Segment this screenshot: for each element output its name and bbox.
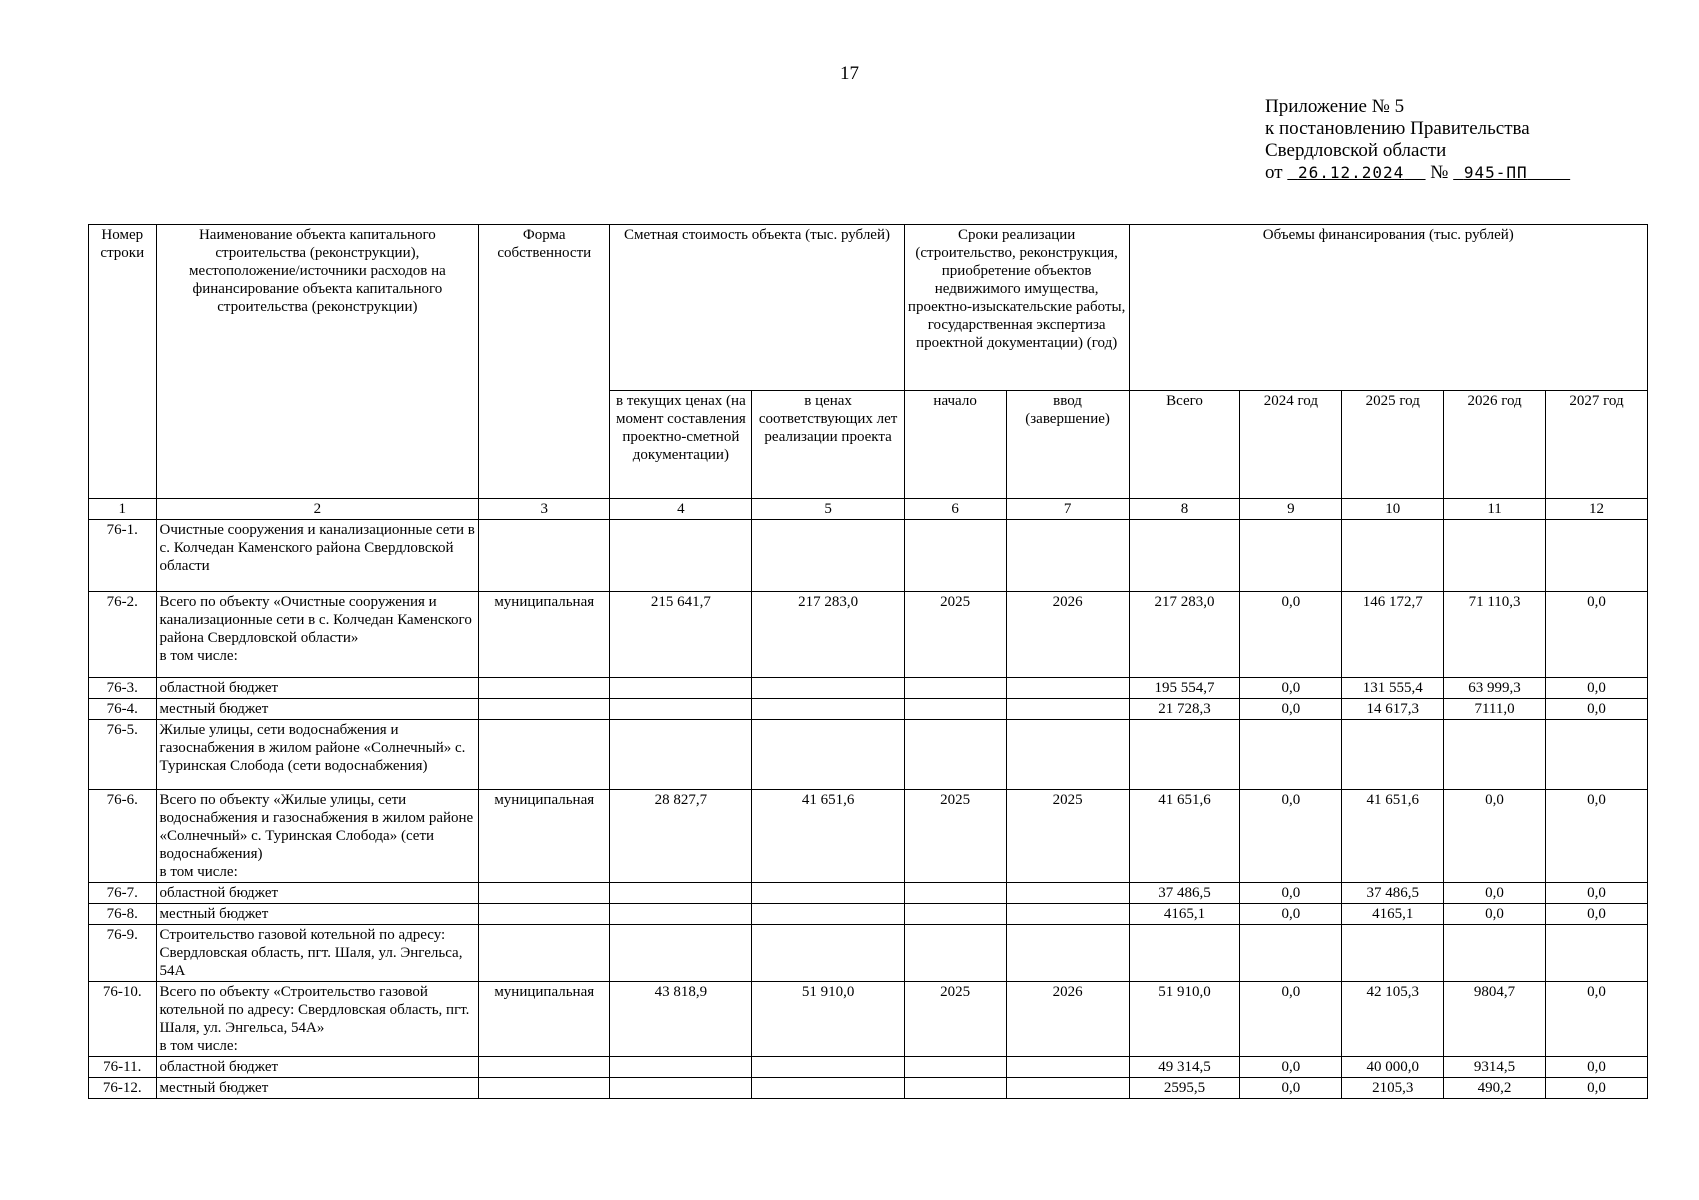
row-number: 76-10. — [89, 982, 157, 1057]
table-row — [89, 790, 1648, 883]
row-number: 76-9. — [89, 925, 157, 982]
ownership-form: муниципальная — [479, 592, 610, 678]
object-name — [156, 982, 479, 1057]
object-name — [156, 699, 479, 720]
financing-2025: 14 617,3 — [1342, 699, 1444, 720]
row-number: 76-6. — [89, 790, 157, 883]
financing-2025: 42 105,3 — [1342, 982, 1444, 1057]
ownership-form — [479, 925, 610, 982]
including-label: в том числе: — [159, 1038, 238, 1054]
financing-2024: 0,0 — [1240, 1057, 1342, 1078]
financing-2026: 0,0 — [1444, 790, 1546, 883]
financing-total: 217 283,0 — [1129, 592, 1240, 678]
column-number: 3 — [479, 499, 610, 520]
table-row — [89, 1057, 1648, 1078]
financing-2026: 9314,5 — [1444, 1057, 1546, 1078]
start-year — [904, 720, 1006, 790]
date-prefix: от — [1265, 162, 1283, 183]
row-number: 76-1. — [89, 520, 157, 592]
cost-years: 51 910,0 — [752, 982, 904, 1057]
ownership-form — [479, 904, 610, 925]
financing-2024: 0,0 — [1240, 592, 1342, 678]
decree-date: 26.12.2024 — [1297, 163, 1405, 182]
object-name-text: Строительство газовой котельной по адресу: Свердловская область, пгт. Шаля, ул. Энгельса, 54А — [159, 927, 463, 979]
cost-years — [752, 925, 904, 982]
column-number: 1 — [89, 499, 157, 520]
decree-number: 945-ПП — [1463, 163, 1528, 182]
cost-years: 41 651,6 — [752, 790, 904, 883]
object-name — [156, 904, 479, 925]
table-row — [89, 883, 1648, 904]
header-2026: 2026 год — [1444, 391, 1546, 499]
end-year — [1006, 904, 1129, 925]
object-name-text: местный бюджет — [159, 906, 269, 922]
cost-current: 215 641,7 — [610, 592, 752, 678]
financing-2027 — [1545, 925, 1647, 982]
cost-years — [752, 678, 904, 699]
cost-current — [610, 925, 752, 982]
annex-title: Приложение № 5 — [1265, 96, 1405, 117]
start-year — [904, 904, 1006, 925]
page-number: 17 — [840, 63, 859, 84]
end-year: 2026 — [1006, 982, 1129, 1057]
financing-2027: 0,0 — [1545, 904, 1647, 925]
header-estimated-cost: Сметная стоимость объекта (тыс. рублей) — [610, 225, 904, 391]
header-ownership: Форма собственности — [479, 225, 610, 499]
financing-2025: 41 651,6 — [1342, 790, 1444, 883]
cost-current — [610, 904, 752, 925]
financing-2025: 131 555,4 — [1342, 678, 1444, 699]
row-number: 76-12. — [89, 1078, 157, 1099]
financing-2027: 0,0 — [1545, 790, 1647, 883]
column-number: 7 — [1006, 499, 1129, 520]
end-year — [1006, 925, 1129, 982]
table-row — [89, 699, 1648, 720]
financing-2024: 0,0 — [1240, 1078, 1342, 1099]
financing-2025: 146 172,7 — [1342, 592, 1444, 678]
financing-total: 2595,5 — [1129, 1078, 1240, 1099]
cost-years — [752, 1078, 904, 1099]
financing-2025: 37 486,5 — [1342, 883, 1444, 904]
end-year — [1006, 1057, 1129, 1078]
financing-total — [1129, 720, 1240, 790]
cost-current — [610, 699, 752, 720]
row-number: 76-3. — [89, 678, 157, 699]
cost-years — [752, 699, 904, 720]
header-cost-years: в ценах соответствующих лет реализации проекта — [752, 391, 904, 499]
object-name-text: местный бюджет — [159, 1080, 269, 1096]
financing-2024: 0,0 — [1240, 883, 1342, 904]
financing-2026: 71 110,3 — [1444, 592, 1546, 678]
object-name-text: Жилые улицы, сети водоснабжения и газоснабжения в жилом районе «Солнечный» с. Туринская Слобода (сети водоснабжения) — [159, 722, 466, 774]
cost-current — [610, 1057, 752, 1078]
table-row — [89, 592, 1648, 678]
cost-current — [610, 720, 752, 790]
start-year — [904, 1057, 1006, 1078]
start-year — [904, 925, 1006, 982]
start-year — [904, 1078, 1006, 1099]
object-name-text: областной бюджет — [159, 885, 279, 901]
header-terms: Сроки реализации (строительство, реконструкция, приобретение объектов недвижимого имущества, проектно-изыскательские работы, государственная экспертиза проектной документации) (год) — [904, 225, 1129, 391]
table-row — [89, 1078, 1648, 1099]
financing-2024 — [1240, 925, 1342, 982]
financing-2025: 2105,3 — [1342, 1078, 1444, 1099]
header-total: Всего — [1129, 391, 1240, 499]
financing-2026: 490,2 — [1444, 1078, 1546, 1099]
row-number: 76-7. — [89, 883, 157, 904]
object-name — [156, 592, 479, 678]
object-name-text: областной бюджет — [159, 1059, 279, 1075]
object-name-text: Всего по объекту «Строительство газовой котельной по адресу: Свердловская область, пгт. Шаля, ул. Энгельса, 54А» — [159, 984, 470, 1036]
row-number: 76-4. — [89, 699, 157, 720]
financing-2027: 0,0 — [1545, 699, 1647, 720]
header-2024: 2024 год — [1240, 391, 1342, 499]
financing-2025: 40 000,0 — [1342, 1057, 1444, 1078]
table-body — [89, 520, 1648, 1099]
financing-2026: 0,0 — [1444, 883, 1546, 904]
object-name-text: Всего по объекту «Очистные сооружения и канализационные сети в с. Колчедан Каменского района Свердловской области» — [159, 594, 472, 646]
number-prefix: № — [1430, 162, 1449, 183]
object-name — [156, 720, 479, 790]
header-object-name: Наименование объекта капитального строительства (реконструкции), местоположение/источники расходов на финансирование объекта капитального строительства (реконструкции) — [156, 225, 479, 499]
column-number: 12 — [1545, 499, 1647, 520]
financing-2027: 0,0 — [1545, 883, 1647, 904]
cost-current — [610, 1078, 752, 1099]
end-year — [1006, 678, 1129, 699]
header-start: начало — [904, 391, 1006, 499]
column-number: 4 — [610, 499, 752, 520]
object-name — [156, 790, 479, 883]
cost-years: 217 283,0 — [752, 592, 904, 678]
header-2025: 2025 год — [1342, 391, 1444, 499]
financing-2024: 0,0 — [1240, 790, 1342, 883]
column-number: 10 — [1342, 499, 1444, 520]
financing-2026: 7111,0 — [1444, 699, 1546, 720]
row-number: 76-2. — [89, 592, 157, 678]
ownership-form — [479, 699, 610, 720]
financing-2025 — [1342, 520, 1444, 592]
financing-2024 — [1240, 520, 1342, 592]
ownership-form — [479, 678, 610, 699]
financing-2024 — [1240, 720, 1342, 790]
financing-2026 — [1444, 520, 1546, 592]
end-year: 2026 — [1006, 592, 1129, 678]
ownership-form — [479, 720, 610, 790]
ownership-form — [479, 883, 610, 904]
column-number-row — [89, 499, 1648, 520]
annex-line-3: Свердловской области — [1265, 140, 1447, 161]
financing-2026: 0,0 — [1444, 904, 1546, 925]
object-name-text: Всего по объекту «Жилые улицы, сети водоснабжения и газоснабжения в жилом районе «Солнечный» с. Туринская Слобода» (сети водоснабжения) — [159, 792, 474, 862]
object-name — [156, 1078, 479, 1099]
header-financing: Объемы финансирования (тыс. рублей) — [1129, 225, 1647, 391]
annex-date-line — [1265, 162, 1570, 184]
cost-current: 43 818,9 — [610, 982, 752, 1057]
object-name-text: областной бюджет — [159, 680, 279, 696]
ownership-form — [479, 520, 610, 592]
financing-2027: 0,0 — [1545, 1057, 1647, 1078]
column-number: 5 — [752, 499, 904, 520]
annex-line-2: к постановлению Правительства — [1265, 118, 1530, 139]
table-row — [89, 982, 1648, 1057]
ownership-form — [479, 1057, 610, 1078]
financing-2025 — [1342, 925, 1444, 982]
row-number: 76-5. — [89, 720, 157, 790]
end-year — [1006, 720, 1129, 790]
column-number: 2 — [156, 499, 479, 520]
table-row — [89, 925, 1648, 982]
start-year — [904, 699, 1006, 720]
financing-2026 — [1444, 720, 1546, 790]
financing-2027 — [1545, 520, 1647, 592]
ownership-form: муниципальная — [479, 982, 610, 1057]
start-year — [904, 678, 1006, 699]
financing-2024: 0,0 — [1240, 699, 1342, 720]
financing-2027: 0,0 — [1545, 592, 1647, 678]
cost-years — [752, 883, 904, 904]
start-year: 2025 — [904, 982, 1006, 1057]
start-year: 2025 — [904, 790, 1006, 883]
cost-current: 28 827,7 — [610, 790, 752, 883]
column-number: 9 — [1240, 499, 1342, 520]
including-label: в том числе: — [159, 648, 238, 664]
end-year — [1006, 699, 1129, 720]
financing-2025 — [1342, 720, 1444, 790]
financing-2025: 4165,1 — [1342, 904, 1444, 925]
object-name — [156, 883, 479, 904]
financing-total: 4165,1 — [1129, 904, 1240, 925]
cost-years — [752, 904, 904, 925]
financing-2027: 0,0 — [1545, 678, 1647, 699]
ownership-form — [479, 1078, 610, 1099]
column-number: 8 — [1129, 499, 1240, 520]
object-name — [156, 520, 479, 592]
financing-total: 41 651,6 — [1129, 790, 1240, 883]
cost-current — [610, 678, 752, 699]
table-row — [89, 520, 1648, 592]
object-name-text: Очистные сооружения и канализационные сети в с. Колчедан Каменского района Свердловской области — [159, 522, 475, 574]
annex-block — [1265, 96, 1570, 184]
end-year: 2025 — [1006, 790, 1129, 883]
financing-2027: 0,0 — [1545, 1078, 1647, 1099]
object-name — [156, 925, 479, 982]
header-end: ввод (завершение) — [1006, 391, 1129, 499]
start-year — [904, 520, 1006, 592]
header-2027: 2027 год — [1545, 391, 1647, 499]
financing-total: 49 314,5 — [1129, 1057, 1240, 1078]
cost-years — [752, 1057, 904, 1078]
financing-total: 21 728,3 — [1129, 699, 1240, 720]
header-row-number: Номер строки — [89, 225, 157, 499]
financing-total: 51 910,0 — [1129, 982, 1240, 1057]
column-number: 11 — [1444, 499, 1546, 520]
start-year — [904, 883, 1006, 904]
end-year — [1006, 520, 1129, 592]
financing-total — [1129, 925, 1240, 982]
cost-years — [752, 720, 904, 790]
financing-2026 — [1444, 925, 1546, 982]
financing-total — [1129, 520, 1240, 592]
cost-current — [610, 520, 752, 592]
object-name — [156, 1057, 479, 1078]
including-label: в том числе: — [159, 864, 238, 880]
object-name — [156, 678, 479, 699]
table-row — [89, 678, 1648, 699]
object-name-text: местный бюджет — [159, 701, 269, 717]
financing-total: 195 554,7 — [1129, 678, 1240, 699]
financing-total: 37 486,5 — [1129, 883, 1240, 904]
financing-2024: 0,0 — [1240, 982, 1342, 1057]
table-row — [89, 720, 1648, 790]
ownership-form: муниципальная — [479, 790, 610, 883]
header-cost-current: в текущих ценах (на момент составления проектно-сметной документации) — [610, 391, 752, 499]
start-year: 2025 — [904, 592, 1006, 678]
financing-2026: 63 999,3 — [1444, 678, 1546, 699]
financing-2024: 0,0 — [1240, 678, 1342, 699]
end-year — [1006, 1078, 1129, 1099]
row-number: 76-11. — [89, 1057, 157, 1078]
row-number: 76-8. — [89, 904, 157, 925]
financing-2024: 0,0 — [1240, 904, 1342, 925]
end-year — [1006, 883, 1129, 904]
cost-years — [752, 520, 904, 592]
financing-2026: 9804,7 — [1444, 982, 1546, 1057]
column-number: 6 — [904, 499, 1006, 520]
table-row — [89, 904, 1648, 925]
financing-2027: 0,0 — [1545, 982, 1647, 1057]
financing-table — [88, 224, 1648, 1099]
cost-current — [610, 883, 752, 904]
header-row-1 — [89, 225, 1648, 391]
financing-2027 — [1545, 720, 1647, 790]
